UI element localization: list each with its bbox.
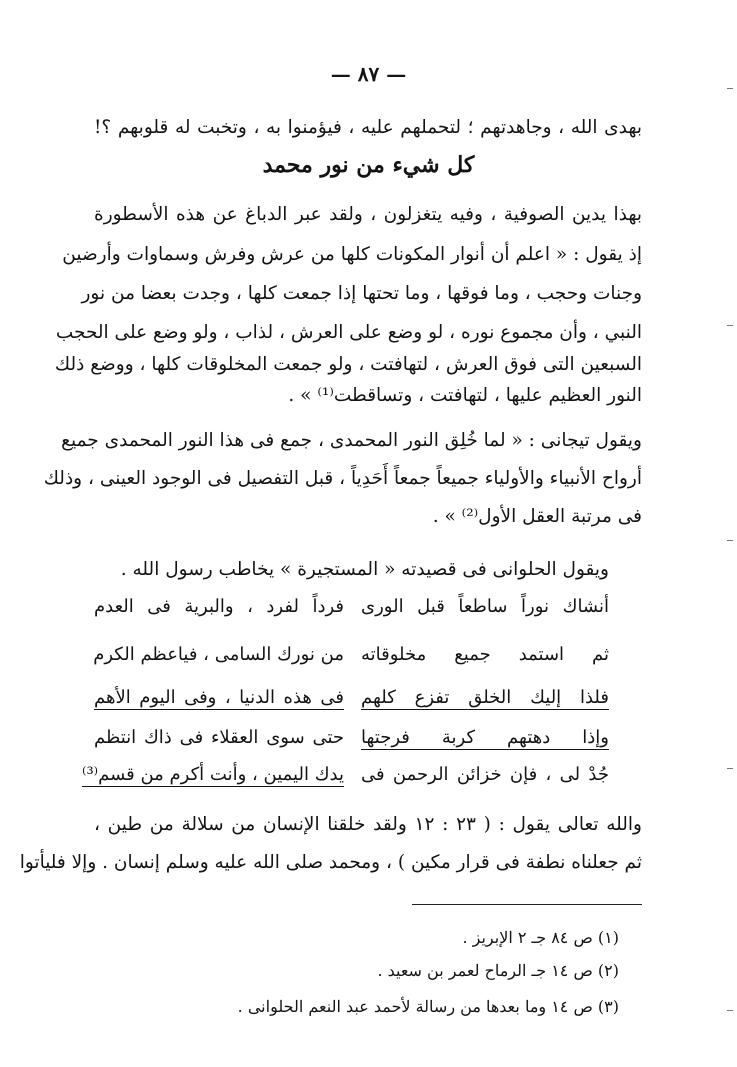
paragraph1-line-6: النور العظيم عليها ، لتهافتت ، وتساقطت⁽¹⁾ » . — [288, 385, 642, 406]
page-number: — ٨٧ — — [330, 62, 407, 86]
poem-verse-5-left: يدك اليمين ، وأنت أكرم من قسم⁽³⁾ — [82, 764, 344, 785]
paragraph1-line-3: وجنات وحجب ، وما فوقها ، وما تحتها إذا جمعت كلها ، وجدت بعضا من نور — [81, 283, 642, 304]
paragraph2-line-3: فى مرتبة العقل الأول⁽²⁾ » . — [432, 506, 642, 527]
scan-edge-mark — [727, 540, 733, 541]
poem-verse-4-right: وإذا دهتهم كربة فرجتها — [361, 727, 609, 748]
poem-verse-3-left: فى هذه الدنيا ، وفى اليوم الأهم — [94, 687, 344, 708]
footnote-divider — [412, 904, 642, 905]
paragraph1-line-4: النبي ، وأن مجموع نوره ، لو وضع على العرش ، لذاب ، ولو وضع على الحجب — [55, 322, 642, 343]
scan-edge-mark — [727, 325, 733, 326]
poem-intro: ويقول الحلوانى فى قصيدته « المستجيرة » يخاطب رسول الله . — [120, 559, 609, 580]
paragraph1-line-1: بهذا يدين الصوفية ، وفيه يتغزلون ، ولقد عبر الدباغ عن هذه الأسطورة — [94, 204, 642, 225]
paragraph3-line-1: والله تعالى يقول : ( ٢٣ : ١٢ ولقد خلقنا الإنسان من سلالة من طين ، — [94, 814, 642, 835]
scan-edge-mark — [727, 1010, 733, 1011]
intro-line: بهدى الله ، وجاهدتهم ؛ لتحملهم عليه ، فيؤمنوا به ، وتخبت له قلوبهم ؟! — [94, 117, 642, 138]
section-heading: كل شيء من نور محمد — [262, 152, 475, 178]
poem-verse-4-left: حتى سوى العقلاء فى ذاك انتظم — [94, 727, 344, 748]
footnote-3: (٣) ص ١٤ وما بعدها من رسالة لأحمد عبد النعم الحلوانى . — [237, 997, 619, 1016]
poem-verse-2-right: ثم استمد جميع مخلوقاته — [361, 644, 609, 665]
paragraph3-line-2: ثم جعلناه نطفة فى قرار مكين ) ، ومحمد صلى الله عليه وسلم إنسان . وإلا فليأتوا — [19, 852, 642, 873]
poem-verse-1-right: أنشاك نوراً ساطعاً قبل الورى — [361, 596, 609, 617]
paragraph1-line-2: إذ يقول : « اعلم أن أنوار المكونات كلها من عرش وفرش وسماوات وأرضين — [62, 244, 642, 265]
scan-edge-mark — [727, 88, 733, 89]
poem-verse-2-left: من نورك السامى ، فياعظم الكرم — [93, 644, 344, 665]
footnote-1: (١) ص ٨٤ جـ ٢ الإبريز . — [462, 928, 619, 947]
scan-edge-mark — [727, 768, 733, 769]
poem-verse-1-left: فرداً لفرد ، والبرية فى العدم — [94, 596, 344, 617]
poem-verse-3-right: فلذا إليك الخلق تفزع كلهم — [361, 687, 609, 708]
footnote-2: (٢) ص ١٤ جـ الرماح لعمر بن سعيد . — [377, 961, 619, 980]
paragraph2-line-1: ويقول تيجانى : « لما خُلِق النور المحمدى ، جمع فى هذا النور المحمدى جميع — [61, 430, 642, 451]
paragraph2-line-2: أرواح الأنبياء والأولياء جميعاً جمعاً أَحَدِياً ، قبل التفصيل فى الوجود العينى ، وذلك — [43, 468, 642, 489]
poem-verse-5-right: جُدْ لى ، فإن خزائن الرحمن فى — [361, 764, 609, 785]
paragraph1-line-5: السبعين التى فوق العرش ، لتهافتت ، ولو جمعت المخلوقات كلها ، ووضع ذلك — [54, 354, 642, 375]
